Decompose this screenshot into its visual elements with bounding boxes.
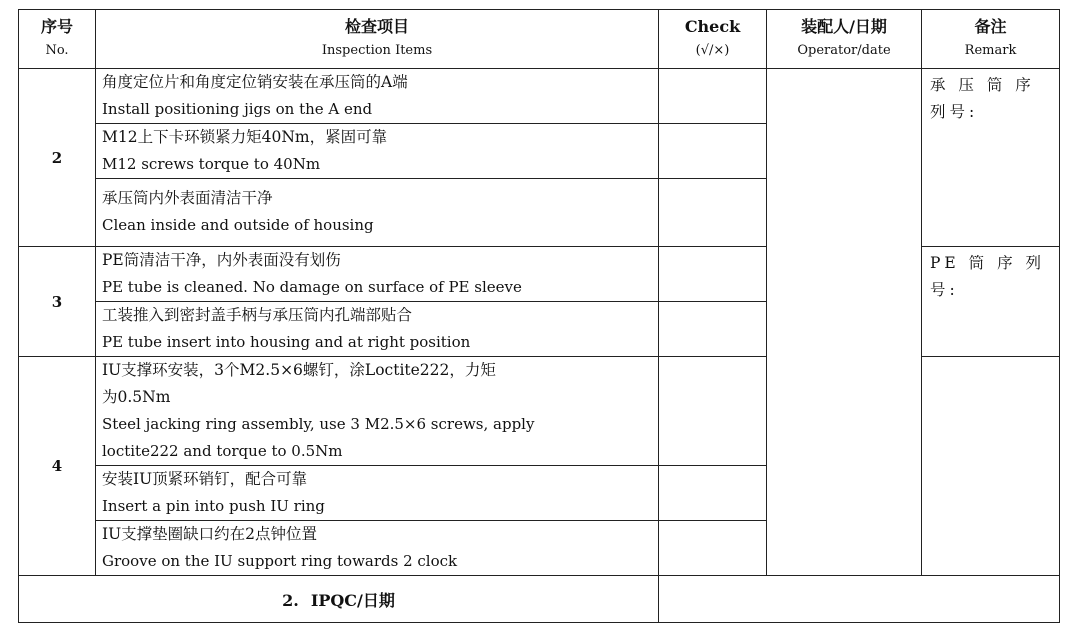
item-text-zh: 为0.5Nm <box>102 388 171 406</box>
ipqc-signature-cell[interactable] <box>659 576 1060 623</box>
check-cell[interactable] <box>659 357 767 466</box>
item-text-zh: M12上下卡环锁紧力矩40Nm，紧固可靠 <box>102 128 388 146</box>
item-text-zh: 角度定位片和角度定位销安装在承压筒的A端 <box>102 73 408 91</box>
check-cell[interactable] <box>659 124 767 179</box>
remark-cell[interactable] <box>922 357 1060 576</box>
item-text-zh: PE筒清洁干净，内外表面没有划伤 <box>102 251 341 269</box>
inspection-item <box>96 357 659 466</box>
header-items <box>96 10 659 69</box>
item-text-zh: 承压筒内外表面清洁干净 <box>102 189 273 207</box>
item-text-en: Clean inside and outside of housing <box>102 216 374 234</box>
header-items-zh: 检查项目 <box>344 17 409 36</box>
remark-text: 号: <box>930 281 959 299</box>
item-text-zh: IU支撑环安装，3个M2.5×6螺钉，涂Loctite222，力矩 <box>102 361 496 379</box>
inspection-item <box>96 124 659 179</box>
item-text-zh: 安装IU顶紧环销钉，配合可靠 <box>102 470 308 488</box>
header-remark <box>922 10 1060 69</box>
remark-text: 列号: <box>930 103 979 121</box>
item-text-zh: IU支撑垫圈缺口约在2点钟位置 <box>102 525 318 543</box>
header-row <box>19 10 1060 69</box>
header-no <box>19 10 96 69</box>
header-no-zh: 序号 <box>40 17 73 36</box>
header-no-en: No. <box>45 43 69 58</box>
item-text-en: loctite222 and torque to 0.5Nm <box>102 442 343 460</box>
row-number: 4 <box>19 357 96 576</box>
header-remark-en: Remark <box>964 43 1017 58</box>
table-row <box>19 69 1060 124</box>
check-cell[interactable] <box>659 247 767 302</box>
remark-text: PE 筒 序 列 <box>930 254 1046 272</box>
operator-date-cell[interactable] <box>767 69 922 576</box>
inspection-item <box>96 302 659 357</box>
item-text-en: Insert a pin into push IU ring <box>102 497 325 515</box>
ipqc-label <box>19 576 659 623</box>
item-text-en: M12 screws torque to 40Nm <box>102 155 321 173</box>
header-operator <box>767 10 922 69</box>
inspection-item <box>96 179 659 247</box>
remark-cell[interactable] <box>922 69 1060 247</box>
header-check-label: Check <box>684 17 741 36</box>
check-cell[interactable] <box>659 69 767 124</box>
header-items-en: Inspection Items <box>321 43 433 58</box>
inspection-table <box>18 9 1060 623</box>
ipqc-row <box>19 576 1060 623</box>
check-cell[interactable] <box>659 466 767 521</box>
item-text-en: Install positioning jigs on the A end <box>102 100 373 118</box>
header-operator-zh: 装配人/日期 <box>801 17 887 36</box>
check-cell[interactable] <box>659 521 767 576</box>
check-cell[interactable] <box>659 302 767 357</box>
item-text-en: PE tube is cleaned. No damage on surface of PE sleeve <box>102 278 522 296</box>
remark-text: 承 压 筒 序 <box>930 76 1035 94</box>
inspection-item <box>96 466 659 521</box>
check-cell[interactable] <box>659 179 767 247</box>
item-text-zh: 工装推入到密封盖手柄与承压筒内孔端部贴合 <box>102 306 413 324</box>
header-check-symbols: (√/×) <box>695 43 730 58</box>
ipqc-text: IPQC/日期 <box>310 590 395 610</box>
ipqc-number: 2. <box>282 590 299 610</box>
item-text-en: PE tube insert into housing and at right position <box>102 333 471 351</box>
row-number: 3 <box>19 247 96 357</box>
row-number: 2 <box>19 69 96 247</box>
header-check <box>659 10 767 69</box>
header-remark-zh: 备注 <box>974 17 1007 36</box>
item-text-en: Groove on the IU support ring towards 2 clock <box>102 552 458 570</box>
inspection-item <box>96 247 659 302</box>
remark-cell[interactable] <box>922 247 1060 357</box>
item-text-en: Steel jacking ring assembly, use 3 M2.5×6 screws, apply <box>102 415 535 433</box>
inspection-item <box>96 521 659 576</box>
inspection-item <box>96 69 659 124</box>
header-operator-en: Operator/date <box>797 43 891 58</box>
